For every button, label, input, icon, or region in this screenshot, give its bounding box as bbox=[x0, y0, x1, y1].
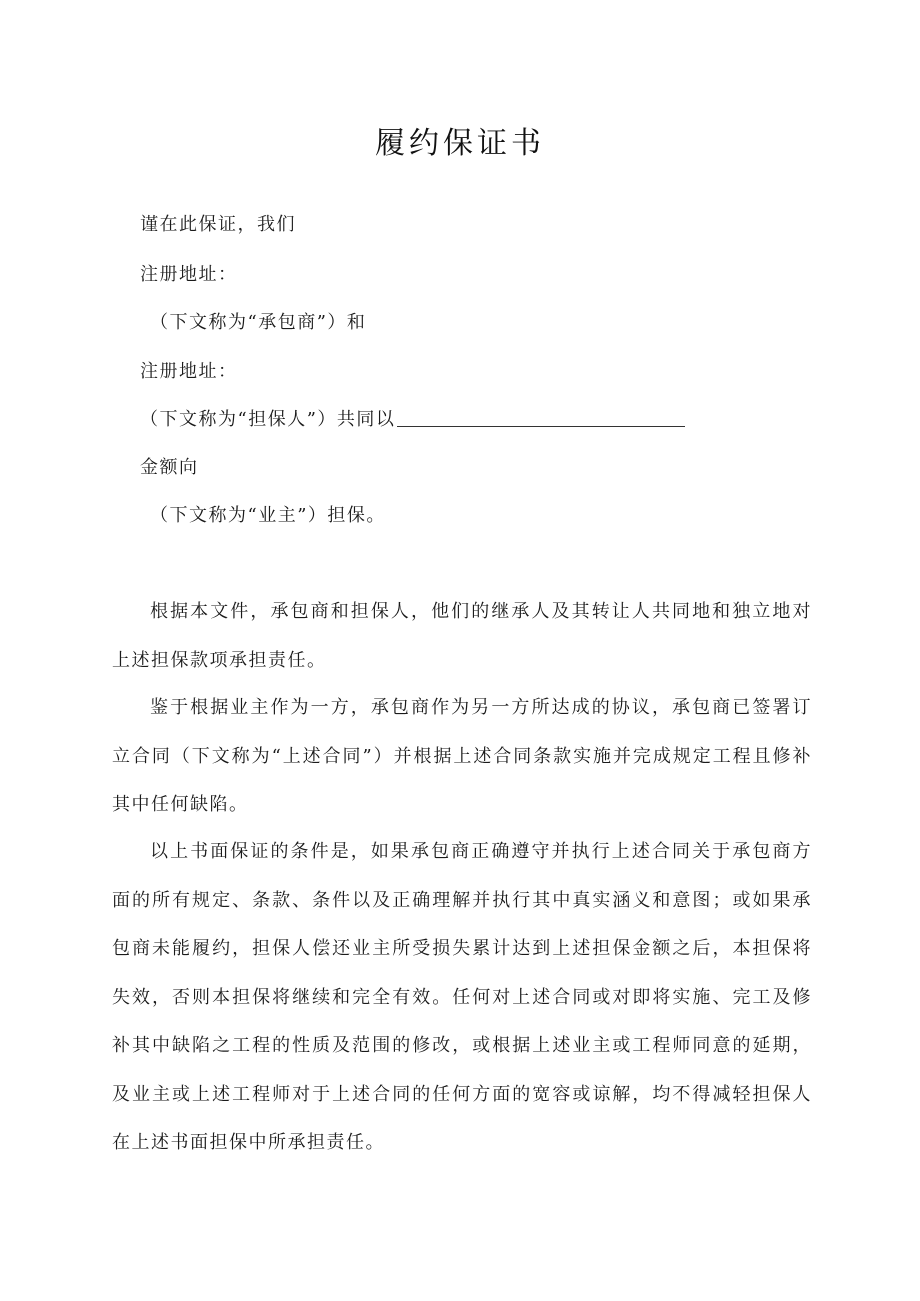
contractor-designation-line: （下文称为“承包商”）和 bbox=[150, 312, 367, 333]
contract-recital-paragraph: 鉴于根据业主作为一方，承包商作为另一方所达成的协议，承包商已签署订立合同（下文称为“上述合同”）并根据上述合同条款实施并完成规定工程且修补其中任何缺陷。 bbox=[112, 697, 812, 815]
liability-paragraph: 根据本文件，承包商和担保人，他们的继承人及其转让人共同地和独立地对上述担保款项承担责任。 bbox=[112, 601, 812, 671]
guarantor-address-label: 注册地址： bbox=[140, 361, 238, 382]
guarantee-intro-line: 谨在此保证，我们 bbox=[140, 214, 296, 235]
document-title: 履约保证书 bbox=[375, 126, 545, 161]
condition-paragraph: 以上书面保证的条件是，如果承包商正确遵守并执行上述合同关于承包商方面的所有规定、条款、条件以及正确理解并执行其中真实涵义和意图；或如果承包商未能履约，担保人偿还业主所受损失累计达到上述担保金额之后，本担保将失效，否则本担保将继续和完全有效。任何对上述合同或对即将实施、完工及修补其中缺陷之工程的性质及范围的修改，或根据上述业主或工程师同意的延期，及业主或上述工程师对于上述合同的任何方面的宽容或谅解，均不得减轻担保人在上述书面担保中所承担责任。 bbox=[112, 841, 812, 1153]
contractor-address-label: 注册地址： bbox=[140, 264, 238, 285]
amount-blank-field[interactable] bbox=[397, 425, 685, 427]
amount-to-line: 金额向 bbox=[140, 457, 199, 478]
guarantor-designation-line bbox=[140, 408, 685, 432]
guarantor-designation-text: （下文称为“担保人”）共同以 bbox=[140, 409, 396, 430]
owner-designation-line: （下文称为“业主”）担保。 bbox=[150, 505, 386, 526]
